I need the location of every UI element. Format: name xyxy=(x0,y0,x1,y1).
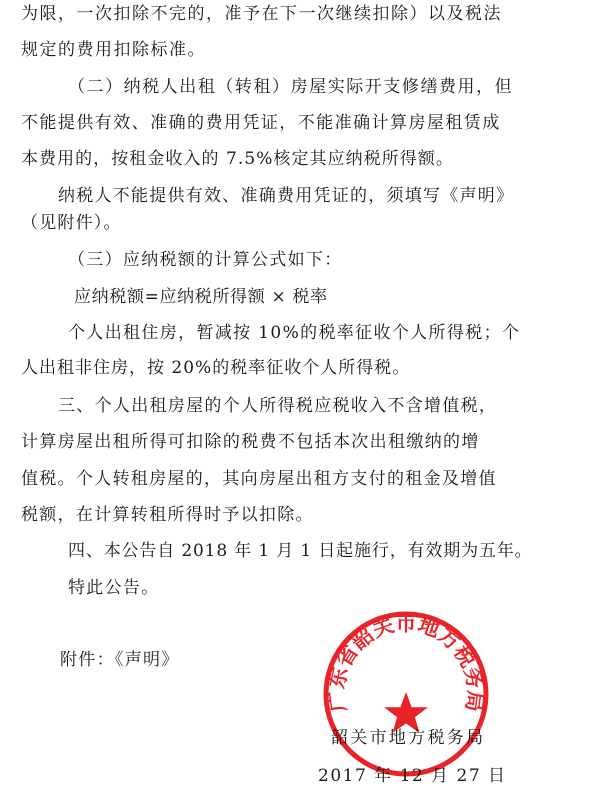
body-line-2: 规定的费用扣除标准。 xyxy=(21,40,206,60)
seal-text: 广东省韶关市地方税务局 xyxy=(324,611,488,714)
body-line-5: 本费用的，按租金收入的 7.5%核定其应纳税所得额。 xyxy=(21,149,454,169)
body-line-7: （见附件）。 xyxy=(21,213,122,233)
signature-date: 2017 年 12 月 27 日 xyxy=(318,766,507,786)
formula-line: 应纳税额=应纳税所得额 × 税率 xyxy=(74,287,328,307)
body-line-6: 纳税人不能提供有效、准确费用凭证的，须填写《声明》 xyxy=(58,186,515,206)
signature-organization: 韶关市地方税务局 xyxy=(331,728,486,748)
body-line-8: （三）应纳税额的计算公式如下： xyxy=(68,250,343,270)
seal-star-icon xyxy=(384,692,428,733)
body-line-13: 计算房屋出租所得可扣除的税费不包括本次出租缴纳的增 xyxy=(21,432,480,452)
body-line-14: 值税。个人转租房屋的，其向房屋出租方支付的租金及增值 xyxy=(21,469,497,489)
body-line-4: 不能提供有效、准确的费用凭证，不能准确计算房屋租赁成 xyxy=(21,113,501,133)
body-line-1: 为限，一次扣除不完的，准予在下一次继续扣除）以及税法 xyxy=(21,4,502,24)
official-seal-icon xyxy=(320,608,492,780)
body-line-15: 税额，在计算转租所得时予以扣除。 xyxy=(21,505,314,525)
body-line-10: 个人出租住房，暂减按 10%的税率征收个人所得税；个 xyxy=(68,323,521,343)
body-line-11: 人出租非住房，按 20%的税率征收个人所得税。 xyxy=(21,358,411,378)
closing-line: 特此公告。 xyxy=(68,578,160,598)
attachment-line: 附件：《声明》 xyxy=(60,650,180,670)
effective-date-line: 四、本公告自 2018 年 1 月 1 日起施行，有效期为五年。 xyxy=(68,541,533,561)
body-line-12: 三、个人出租房屋的个人所得税应税收入不含增值税， xyxy=(58,396,498,416)
body-line-3: （二）纳税人出租（转租）房屋实际开支修缮费用，但 xyxy=(68,77,514,97)
